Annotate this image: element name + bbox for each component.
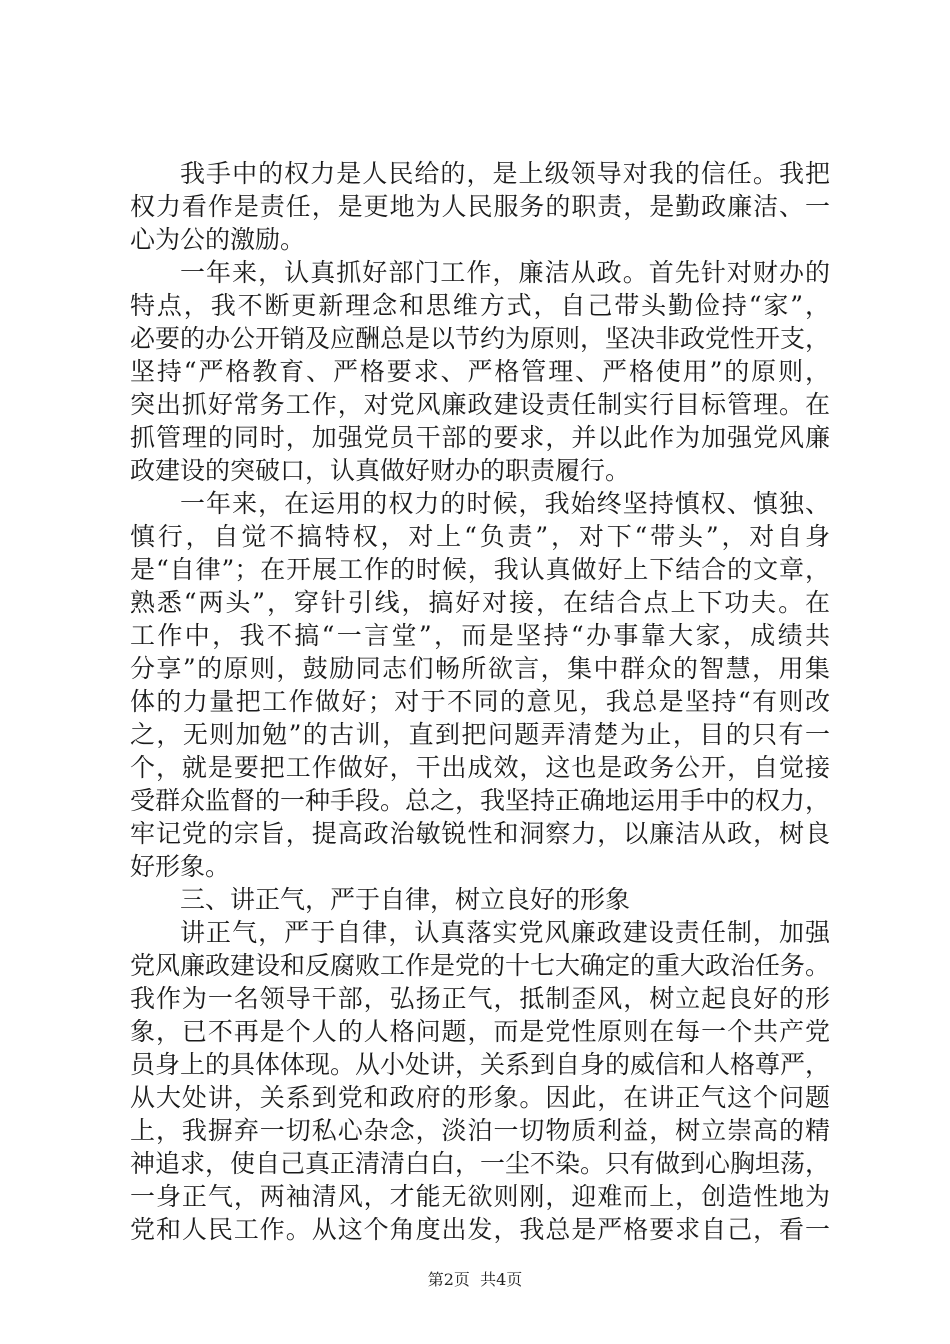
text-line: 坚持“严格教育、严格要求、严格管理、严格使用”的原则， (130, 357, 830, 386)
text-line: 一身正气，两袖清风，才能无欲则刚，迎难而上，创造性地为 (130, 1182, 830, 1211)
text-line: 必要的办公开销及应酬总是以节约为原则，坚决非政党性开支， (130, 324, 831, 353)
text-line: 分享”的原则，鼓励同志们畅所欲言，集中群众的智慧，用集 (130, 654, 830, 683)
text-line: 个，就是要把工作做好，干出成效，这也是政务公开，自觉接 (130, 753, 830, 782)
text-line: 党和人民工作。从这个角度出发，我总是严格要求自己，看一 (130, 1215, 830, 1244)
text-line: 好形象。 (130, 852, 231, 881)
text-line: 上，我摒弃一切私心杂念，淡泊一切物质利益，树立崇高的精 (130, 1116, 830, 1145)
text-line: 是“自律”；在开展工作的时候，我认真做好上下结合的文章， (130, 555, 830, 584)
text-line: 权力看作是责任，是更地为人民服务的职责，是勤政廉洁、一 (130, 192, 830, 221)
text-line: 牢记党的宗旨，提高政治敏锐性和洞察力，以廉洁从政，树良 (130, 819, 830, 848)
text-line: 体的力量把工作做好；对于不同的意见，我总是坚持“有则改 (130, 687, 830, 716)
text-line: 我手中的权力是人民给的，是上级领导对我的信任。我把 (180, 159, 830, 188)
text-line: 突出抓好常务工作，对党风廉政建设责任制实行目标管理。在 (130, 390, 830, 419)
text-line: 心为公的激励。 (130, 225, 306, 254)
text-line: 员身上的具体体现。从小处讲，关系到自身的威信和人格尊严， (130, 1050, 831, 1079)
text-line: 慎行，自觉不搞特权，对上“负责”，对下“带头”，对自身 (130, 522, 830, 551)
text-line: 抓管理的同时，加强党员干部的要求，并以此作为加强党风廉 (130, 423, 830, 452)
text-line: 政建设的突破口，认真做好财办的职责履行。 (130, 456, 631, 485)
text-line: 工作中，我不搞“一言堂”，而是坚持“办事靠大家，成绩共 (130, 621, 830, 650)
text-line: 之，无则加勉”的古训，直到把问题弄清楚为止，目的只有一 (130, 720, 830, 749)
text-line: 三、讲正气，严于自律，树立良好的形象 (180, 885, 631, 914)
text-line: 从大处讲，关系到党和政府的形象。因此，在讲正气这个问题 (130, 1083, 830, 1112)
page-footer: 第2页 共4页 (427, 1270, 523, 1289)
text-line: 党风廉政建设和反腐败工作是党的十七大确定的重大政治任务。 (130, 951, 831, 980)
text-line: 一年来，认真抓好部门工作，廉洁从政。首先针对财办的 (180, 258, 830, 287)
text-line: 受群众监督的一种手段。总之，我坚持正确地运用手中的权力， (130, 786, 831, 815)
text-line: 特点，我不断更新理念和思维方式，自己带头勤俭持“家”， (130, 291, 830, 320)
text-line: 讲正气，严于自律，认真落实党风廉政建设责任制，加强 (180, 918, 830, 947)
text-line: 熟悉“两头”，穿针引线，搞好对接，在结合点上下功夫。在 (130, 588, 830, 617)
document-body (130, 157, 830, 1246)
text-line: 神追求，使自己真正清清白白，一尘不染。只有做到心胸坦荡， (130, 1149, 831, 1178)
text-line: 象，已不再是个人的人格问题，而是党性原则在每一个共产党 (130, 1017, 830, 1046)
text-line: 我作为一名领导干部，弘扬正气，抵制歪风，树立起良好的形 (130, 984, 830, 1013)
text-line: 一年来，在运用的权力的时候，我始终坚持慎权、慎独、 (180, 489, 830, 518)
